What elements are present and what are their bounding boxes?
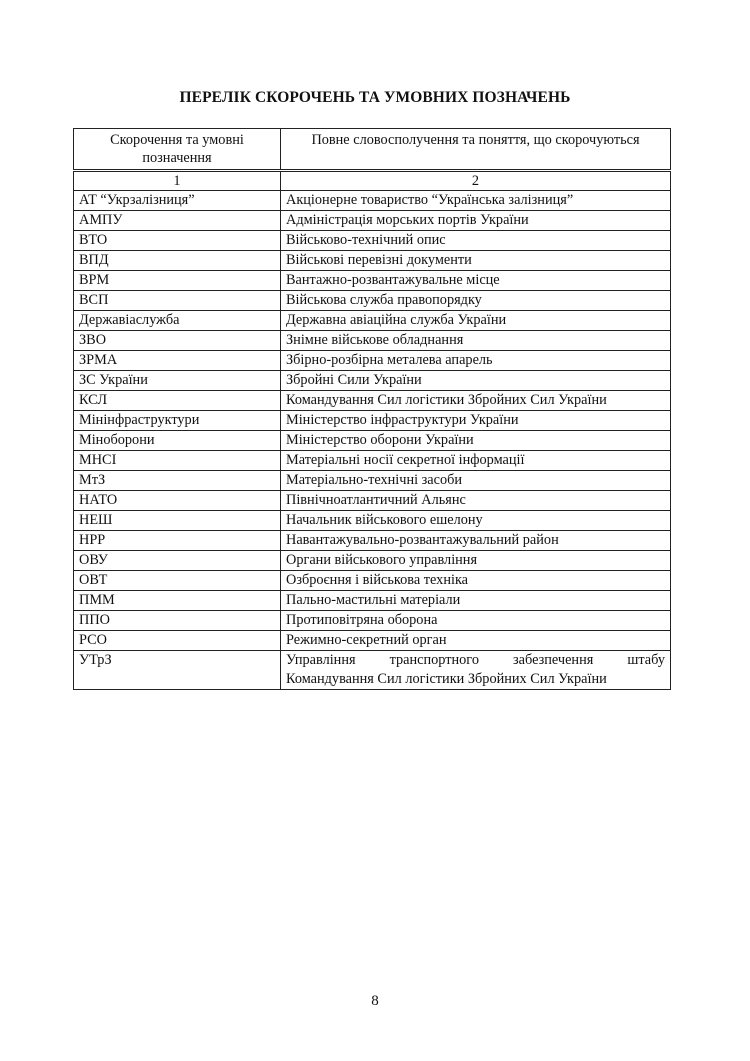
column-number-row bbox=[74, 171, 671, 191]
abbreviation-cell: ВПД bbox=[74, 251, 281, 271]
full-phrase-cell: Пально-мастильні матеріали bbox=[281, 591, 671, 611]
abbreviation-cell: НРР bbox=[74, 531, 281, 551]
abbreviation-cell: МтЗ bbox=[74, 471, 281, 491]
full-phrase-cell: Міністерство оборони України bbox=[281, 431, 671, 451]
full-phrase-cell: Навантажувально-розвантажувальний район bbox=[281, 531, 671, 551]
abbreviation-cell: Міноборони bbox=[74, 431, 281, 451]
full-phrase-cell: Військова служба правопорядку bbox=[281, 291, 671, 311]
full-phrase-cell: Державна авіаційна служба України bbox=[281, 311, 671, 331]
full-phrase-cell: Матеріальні носії секретної інформації bbox=[281, 451, 671, 471]
abbreviation-cell: ППО bbox=[74, 611, 281, 631]
table-header-row bbox=[74, 129, 671, 171]
header-abbreviation: Скорочення та умовні позначення bbox=[74, 129, 281, 171]
table-row bbox=[74, 471, 671, 491]
table-row bbox=[74, 211, 671, 231]
table-row bbox=[74, 271, 671, 291]
abbreviation-cell: УТрЗ bbox=[74, 651, 281, 690]
abbreviations-table bbox=[73, 128, 671, 690]
abbreviation-cell: АТ “Укрзалізниця” bbox=[74, 191, 281, 211]
abbreviation-cell: Мінінфраструктури bbox=[74, 411, 281, 431]
page-number: 8 bbox=[371, 993, 379, 1009]
abbreviation-cell: МНСІ bbox=[74, 451, 281, 471]
table-row bbox=[74, 231, 671, 251]
table-row bbox=[74, 251, 671, 271]
table-row bbox=[74, 571, 671, 591]
table-row bbox=[74, 331, 671, 351]
full-phrase-cell: Начальник військового ешелону bbox=[281, 511, 671, 531]
full-phrase-cell: Командування Сил логістики Збройних Сил України bbox=[281, 391, 671, 411]
full-phrase-cell: Міністерство інфраструктури України bbox=[281, 411, 671, 431]
table-row bbox=[74, 311, 671, 331]
abbreviation-cell: ОВТ bbox=[74, 571, 281, 591]
full-phrase-cell: Органи військового управління bbox=[281, 551, 671, 571]
abbreviation-cell: АМПУ bbox=[74, 211, 281, 231]
full-phrase-cell: Матеріально-технічні засоби bbox=[281, 471, 671, 491]
full-phrase-cell: Акціонерне товариство “Українська залізниця” bbox=[281, 191, 671, 211]
table-row bbox=[74, 411, 671, 431]
full-phrase-cell: Знімне військове обладнання bbox=[281, 331, 671, 351]
full-phrase-cell: Північноатлантичний Альянс bbox=[281, 491, 671, 511]
full-phrase-cell: Управління транспортного забезпечення штабу Командування Сил логістики Збройних Сил України bbox=[281, 651, 671, 690]
table-row bbox=[74, 451, 671, 471]
abbreviation-cell: ВСП bbox=[74, 291, 281, 311]
table-row bbox=[74, 531, 671, 551]
abbreviation-cell: КСЛ bbox=[74, 391, 281, 411]
table-row bbox=[74, 491, 671, 511]
abbreviation-cell: НАТО bbox=[74, 491, 281, 511]
table-row bbox=[74, 431, 671, 451]
abbreviation-cell: ВРМ bbox=[74, 271, 281, 291]
full-phrase-cell: Військово-технічний опис bbox=[281, 231, 671, 251]
abbreviation-cell: ВТО bbox=[74, 231, 281, 251]
abbreviation-cell: ПММ bbox=[74, 591, 281, 611]
page-title: ПЕРЕЛІК СКОРОЧЕНЬ ТА УМОВНИХ ПОЗНАЧЕНЬ bbox=[179, 89, 571, 106]
header-full-phrase: Повне словосполучення та поняття, що скорочуються bbox=[281, 129, 671, 171]
table-row bbox=[74, 631, 671, 651]
full-phrase-cell: Протиповітряна оборона bbox=[281, 611, 671, 631]
full-phrase-cell: Збройні Сили України bbox=[281, 371, 671, 391]
abbreviation-cell: ЗРМА bbox=[74, 351, 281, 371]
table-row bbox=[74, 191, 671, 211]
table-row bbox=[74, 591, 671, 611]
full-phrase-cell: Військові перевізні документи bbox=[281, 251, 671, 271]
column-number-1: 1 bbox=[74, 171, 281, 191]
column-number-2: 2 bbox=[281, 171, 671, 191]
table-row bbox=[74, 391, 671, 411]
full-phrase-cell: Збірно-розбірна металева апарель bbox=[281, 351, 671, 371]
abbreviation-cell: РСО bbox=[74, 631, 281, 651]
table-row bbox=[74, 371, 671, 391]
table-row bbox=[74, 351, 671, 371]
table-row bbox=[74, 611, 671, 631]
abbreviation-cell: НЕШ bbox=[74, 511, 281, 531]
full-phrase-cell: Вантажно-розвантажувальне місце bbox=[281, 271, 671, 291]
abbreviation-cell: ОВУ bbox=[74, 551, 281, 571]
abbreviation-cell: ЗВО bbox=[74, 331, 281, 351]
table-row bbox=[74, 291, 671, 311]
table-row bbox=[74, 551, 671, 571]
table-body bbox=[74, 191, 671, 690]
full-phrase-cell: Адміністрація морських портів України bbox=[281, 211, 671, 231]
abbreviation-cell: Державіаслужба bbox=[74, 311, 281, 331]
full-phrase-cell: Озброєння і військова техніка bbox=[281, 571, 671, 591]
table-row bbox=[74, 511, 671, 531]
full-phrase-cell: Режимно-секретний орган bbox=[281, 631, 671, 651]
table-row bbox=[74, 651, 671, 690]
abbreviation-cell: ЗС України bbox=[74, 371, 281, 391]
